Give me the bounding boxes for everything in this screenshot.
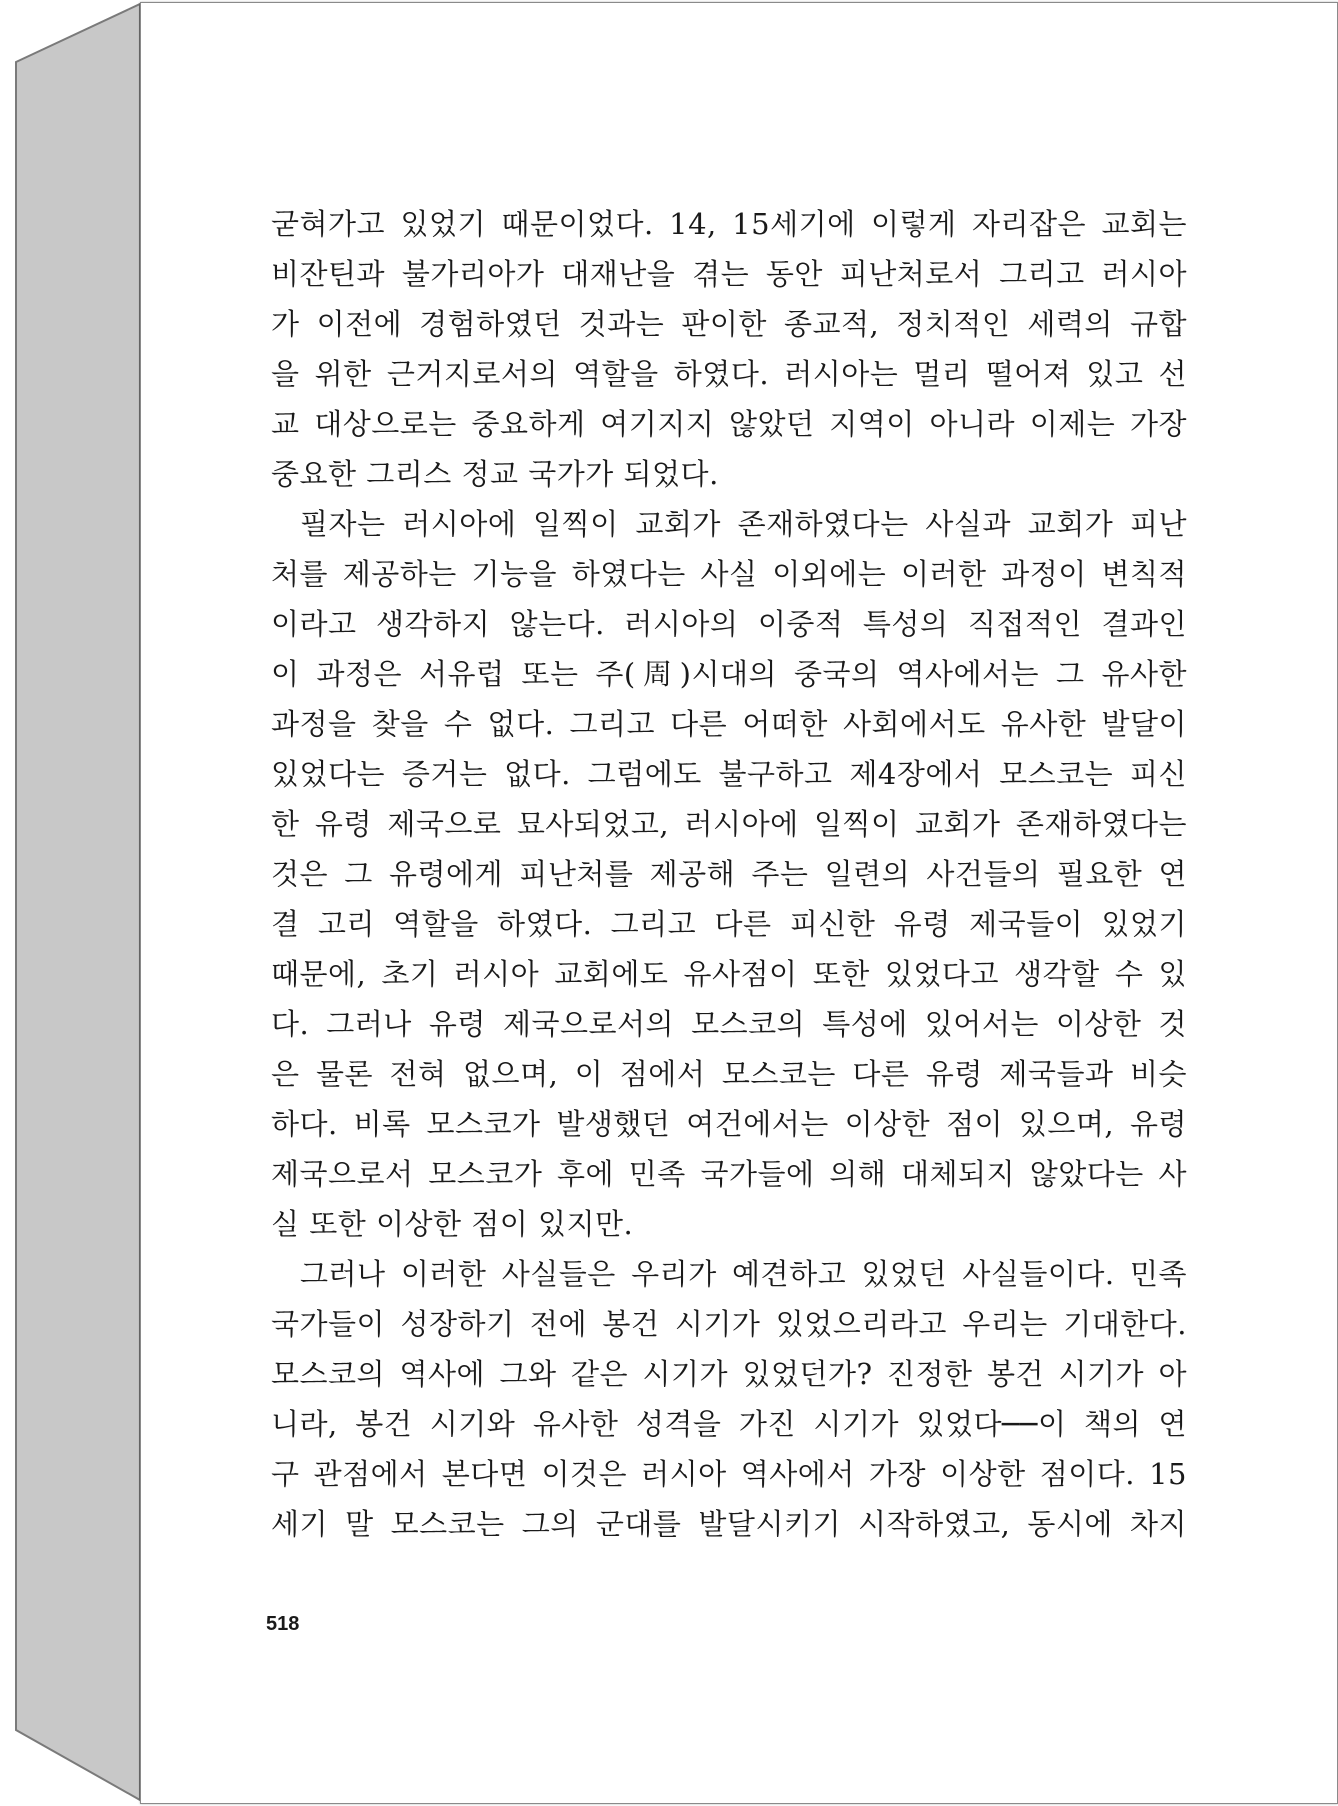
text-line-17: 다. 그러나 유령 제국으로서의 모스코의 특성에 있어서는 이상한 것 <box>271 1007 1187 1041</box>
text-line-19: 하다. 비록 모스코가 발생했던 여건에서는 이상한 점이 있으며, 유령 <box>271 1107 1187 1141</box>
text-line-9: 이라고 생각하지 않는다. 러시아의 이중적 특성의 직접적인 결과인 <box>271 607 1187 641</box>
text-line-13: 한 유령 제국으로 묘사되었고, 러시아에 일찍이 교회가 존재하였다는 <box>271 807 1187 841</box>
text-line-1: 굳혀가고 있었기 때문이었다. 14, 15세기에 이렇게 자리잡은 교회는 <box>271 207 1187 241</box>
text-line-4: 을 위한 근거지로서의 역할을 하였다. 러시아는 멀리 떨어져 있고 선 <box>271 357 1187 391</box>
text-line-3: 가 이전에 경험하였던 것과는 판이한 종교적, 정치적인 세력의 규합 <box>271 307 1187 341</box>
text-line-26: 구 관점에서 본다면 이것은 러시아 역사에서 가장 이상한 점이다. 15 <box>271 1457 1187 1491</box>
page-number: 518 <box>266 1613 300 1635</box>
text-line-12: 있었다는 증거는 없다. 그럼에도 불구하고 제4장에서 모스코는 피신 <box>271 757 1187 791</box>
text-line-5: 교 대상으로는 중요하게 여기지지 않았던 지역이 아니라 이제는 가장 <box>271 407 1187 441</box>
text-line-11: 과정을 찾을 수 없다. 그리고 다른 어떠한 사회에서도 유사한 발달이 <box>271 707 1187 741</box>
text-line-14: 것은 그 유령에게 피난처를 제공해 주는 일련의 사건들의 필요한 연 <box>271 857 1187 891</box>
text-line-25: 니라, 봉건 시기와 유사한 성격을 가진 시기가 있었다──이 책의 연 <box>271 1407 1187 1441</box>
text-line-18: 은 물론 전혀 없으며, 이 점에서 모스코는 다른 유령 제국들과 비슷 <box>271 1057 1187 1091</box>
page-body-text <box>271 199 1187 1549</box>
text-line-24: 모스코의 역사에 그와 같은 시기가 있었던가? 진정한 봉건 시기가 아 <box>271 1357 1187 1391</box>
text-line-27: 세기 말 모스코는 그의 군대를 발달시키기 시작하였고, 동시에 차지 <box>271 1507 1187 1541</box>
text-line-16: 때문에, 초기 러시아 교회에도 유사점이 또한 있었다고 생각할 수 있 <box>271 957 1187 991</box>
text-line-8: 처를 제공하는 기능을 하였다는 사실 이외에는 이러한 과정이 변칙적 <box>271 557 1187 591</box>
text-line-6: 중요한 그리스 정교 국가가 되었다. <box>271 457 719 491</box>
text-line-15: 결 고리 역할을 하였다. 그리고 다른 피신한 유령 제국들이 있었기 <box>271 907 1187 941</box>
text-line-7: 필자는 러시아에 일찍이 교회가 존재하였다는 사실과 교회가 피난 <box>300 507 1187 541</box>
text-line-2: 비잔틴과 불가리아가 대재난을 겪는 동안 피난처로서 그리고 러시아 <box>271 257 1187 291</box>
text-line-22: 그러나 이러한 사실들은 우리가 예견하고 있었던 사실들이다. 민족 <box>300 1257 1187 1291</box>
text-line-20: 제국으로서 모스코가 후에 민족 국가들에 의해 대체되지 않았다는 사 <box>271 1157 1187 1191</box>
text-line-23: 국가들이 성장하기 전에 봉건 시기가 있었으리라고 우리는 기대한다. <box>271 1307 1187 1341</box>
book-page <box>140 2 1338 1804</box>
text-line-21: 실 또한 이상한 점이 있지만. <box>271 1207 634 1241</box>
text-line-10: 이 과정은 서유럽 또는 주(周)시대의 중국의 역사에서는 그 유사한 <box>271 657 1187 691</box>
